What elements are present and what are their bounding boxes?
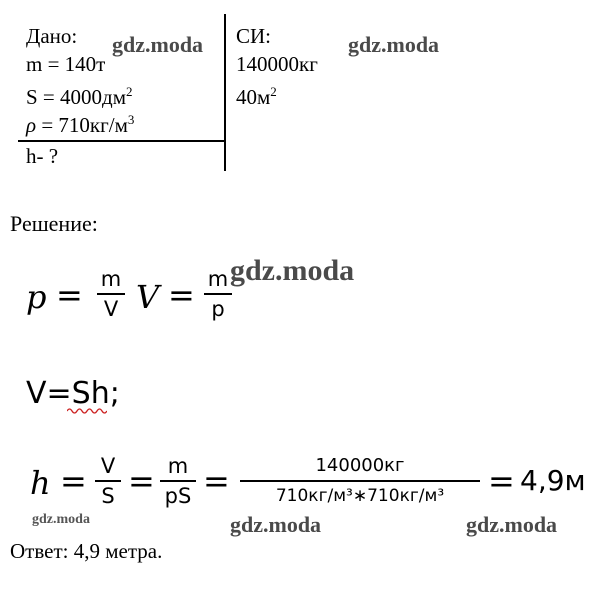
fraction-bar: [95, 480, 121, 482]
formula1-lhs2: V: [136, 278, 160, 316]
formula3-num1: V: [100, 454, 116, 478]
watermark: gdz.moda: [32, 512, 90, 527]
formula3-eq3: =: [203, 462, 230, 500]
formula3-fraction3: [240, 453, 480, 509]
formula1-num2: m: [207, 267, 229, 291]
watermark: gdz.moda: [230, 254, 355, 287]
formula3-result: 4,9м: [520, 464, 586, 497]
fraction-bar: [240, 480, 480, 482]
watermark: gdz.moda: [112, 32, 204, 57]
formula3-eq: =: [60, 462, 87, 500]
si-header: СИ:: [236, 24, 272, 48]
formula1-den1: V: [103, 297, 119, 321]
formula3-eq2: =: [128, 462, 155, 500]
given-density: $\rho = 710кг/м^3$: [26, 112, 135, 137]
formula1-lhs: p: [26, 278, 47, 316]
given-mass: m = 140т: [26, 52, 106, 76]
formula1-eq: =: [56, 276, 83, 314]
formula3-fraction1: [95, 453, 121, 509]
given-header: Дано:: [26, 24, 78, 48]
formula3-lhs: h: [30, 464, 51, 502]
formula1-den2: p: [211, 297, 225, 321]
volume-formula: V=Sh;: [26, 376, 120, 411]
si-area: $40м^2$: [236, 84, 277, 109]
formula3-fraction2: [160, 453, 196, 509]
si-mass: 140000кг: [236, 52, 318, 76]
formula1-eq2: =: [168, 276, 195, 314]
formula3-den3: 710кг/м³∗710кг/м³: [275, 486, 445, 506]
spellcheck-underline: [67, 407, 107, 415]
formula3-eq4: =: [488, 462, 515, 500]
watermark: gdz.moda: [348, 32, 440, 57]
formula1-fraction1: [97, 266, 125, 322]
fraction-bar: [160, 480, 196, 482]
given-area: $S = 4000дм^2$: [26, 84, 133, 109]
fraction-bar: [204, 293, 232, 295]
formula1-num1: m: [100, 267, 122, 291]
formula3-num2: m: [167, 454, 189, 478]
formula3-den1: S: [101, 484, 115, 508]
table-horizontal-divider: [18, 140, 225, 142]
watermark: gdz.moda: [466, 512, 558, 537]
formula3-den2: pS: [164, 484, 192, 508]
formula3-num3: 140000кг: [315, 455, 405, 476]
table-vertical-divider: [224, 14, 226, 171]
solution-label: Решение:: [10, 211, 98, 236]
formula1-fraction2: [204, 266, 232, 322]
answer-text: Ответ: 4,9 метра.: [10, 539, 163, 563]
find-quantity: h- ?: [26, 144, 59, 168]
fraction-bar: [97, 293, 125, 295]
watermark: gdz.moda: [230, 512, 322, 537]
